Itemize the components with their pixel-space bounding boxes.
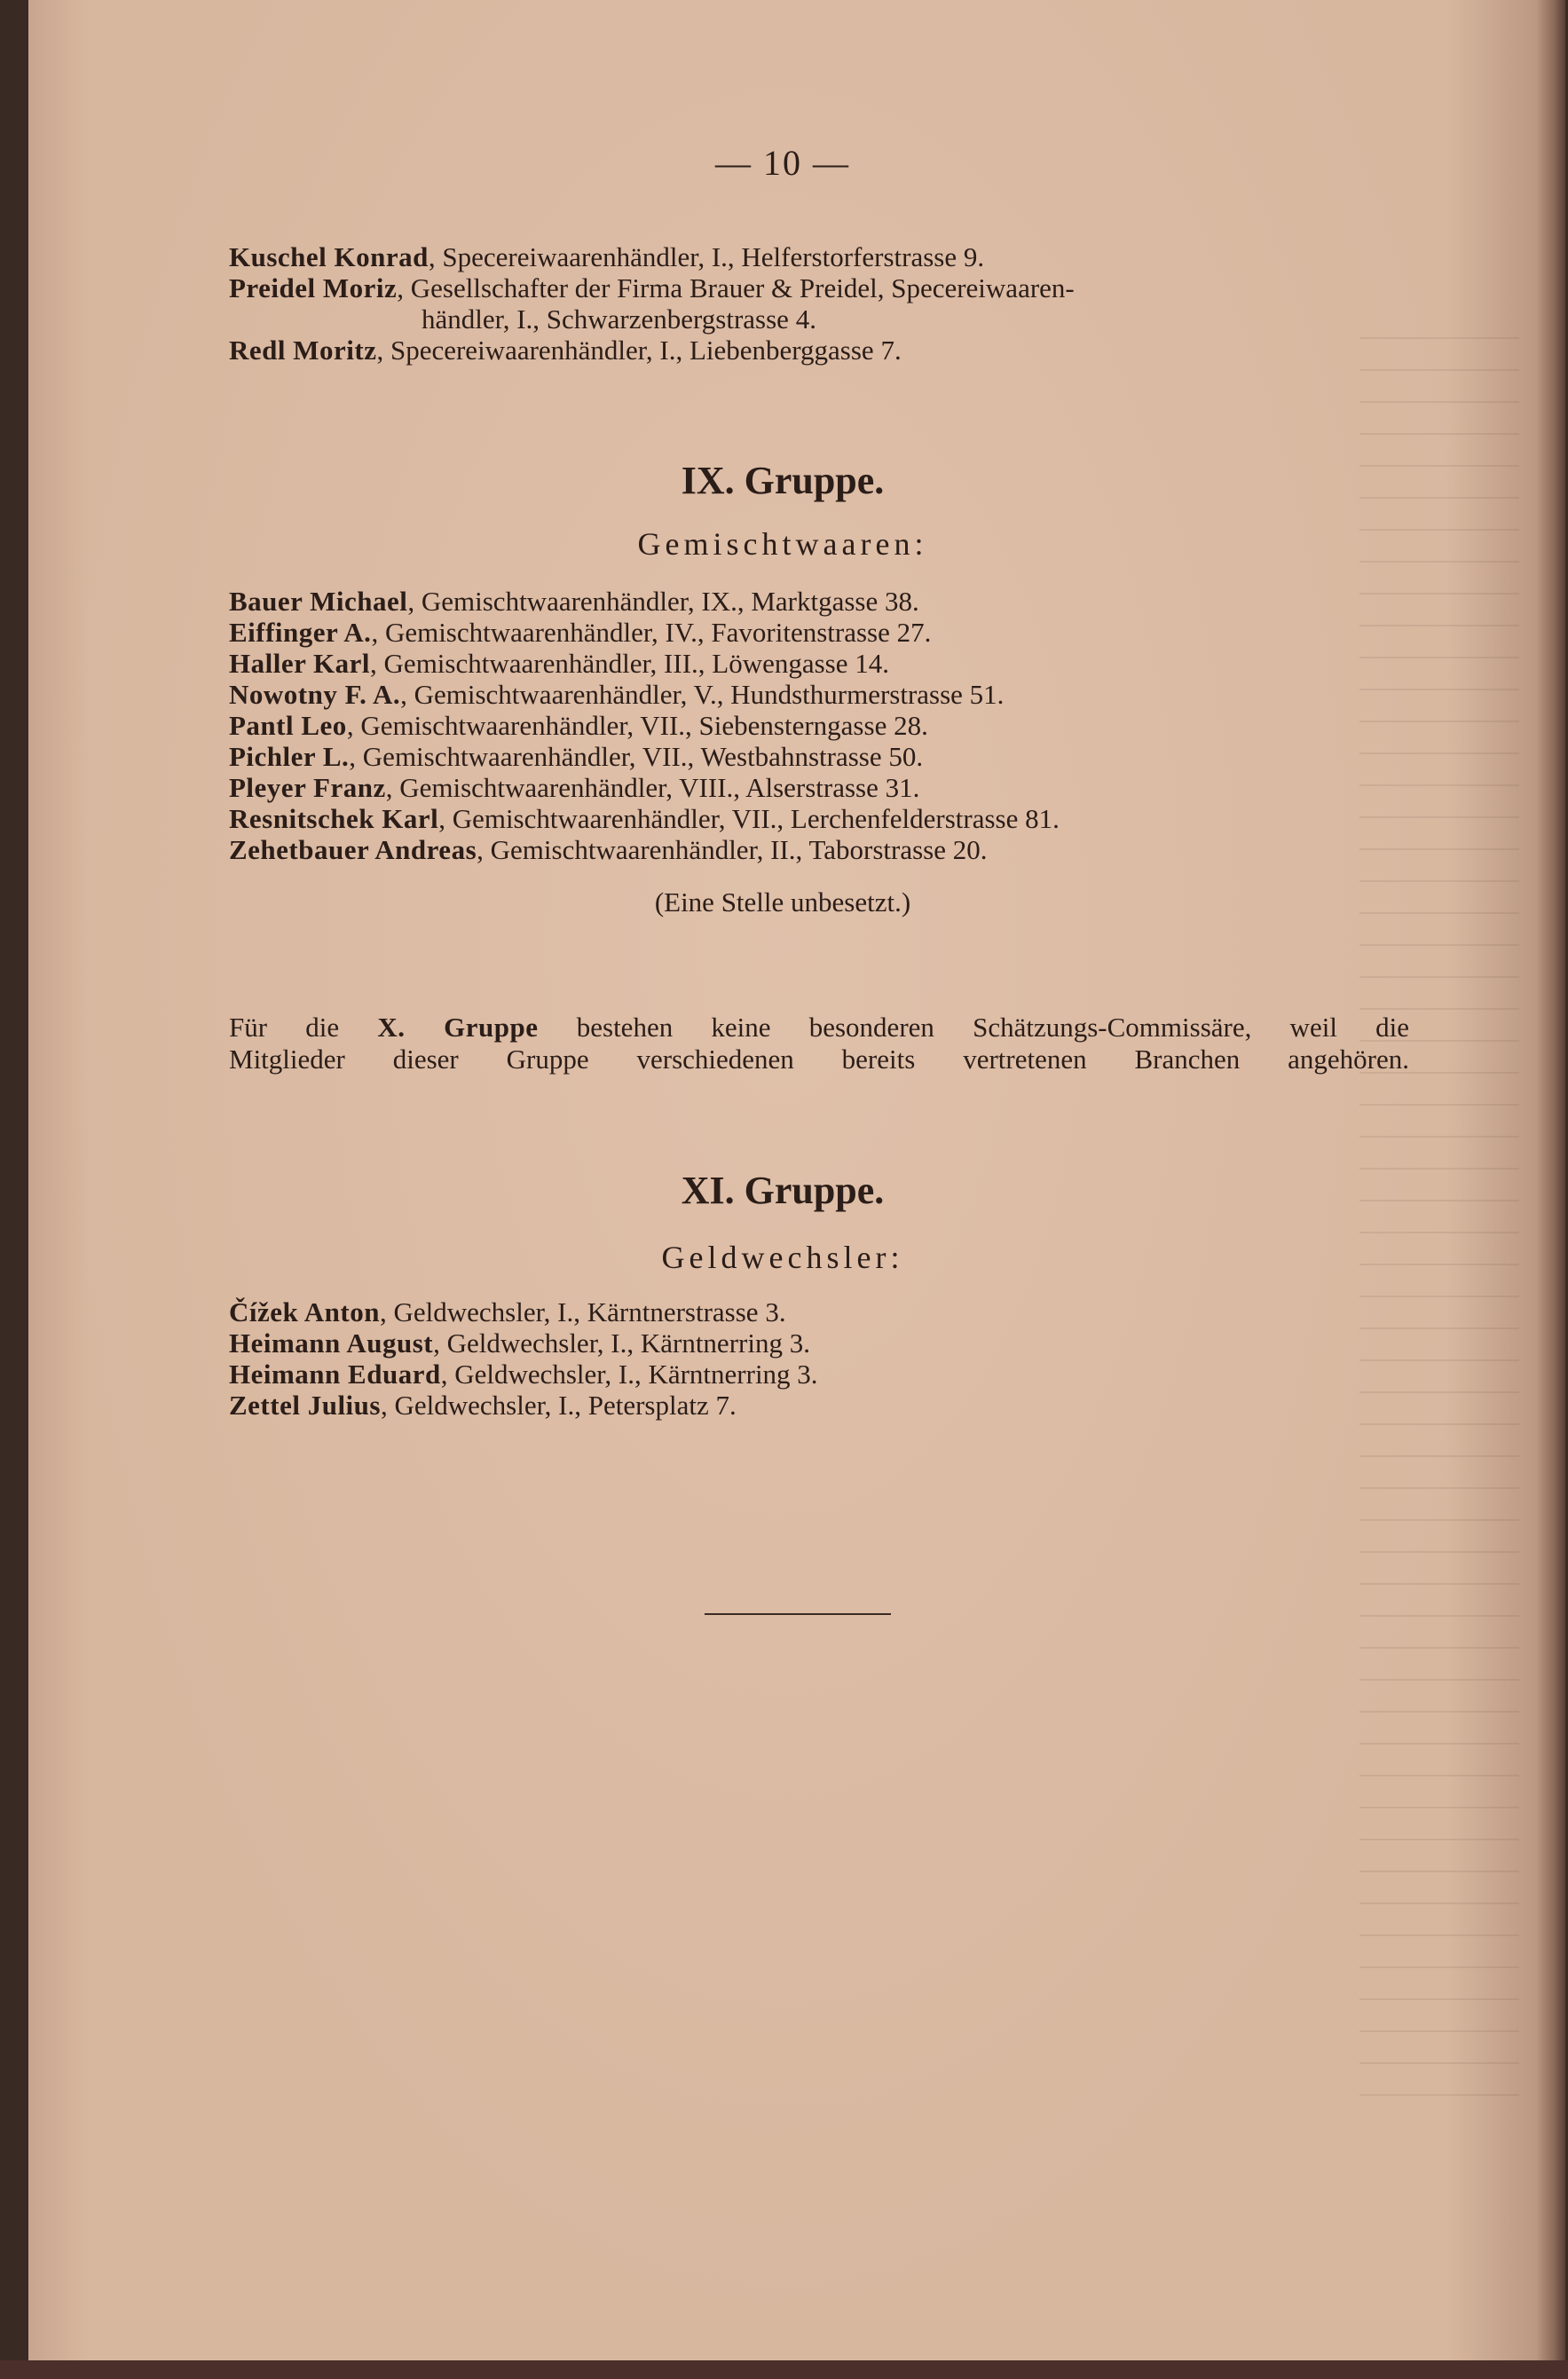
paragraph-text: bestehen keine besonderen Schätzungs-Commissäre, weil die: [538, 1012, 1410, 1043]
list-item: [229, 1296, 1409, 1327]
entry-name: Preidel Moriz: [229, 272, 398, 303]
paragraph-line-2: Mitglieder dieser Gruppe verschiedenen bereits vertretenen Branchen angehören.: [229, 1044, 1409, 1075]
entry-name: Čížek Anton: [229, 1296, 380, 1327]
list-item: [229, 679, 1409, 710]
entry-details: , Geldwechsler, I., Kärntnerstrasse 3.: [380, 1296, 786, 1327]
vacancy-note: (Eine Stelle unbesetzt.): [654, 886, 911, 918]
entry-name: Pantl Leo: [229, 710, 347, 741]
entry-name: Resnitschek Karl: [229, 803, 439, 834]
intro-entry-list: [229, 241, 1409, 366]
entry-details: , Gemischtwaarenhändler, V., Hundsthurmerstrasse 51.: [400, 679, 1005, 710]
group-xi-entry-list: [229, 1296, 1409, 1421]
entry-details: , Geldwechsler, I., Kärntnerring 3.: [440, 1359, 818, 1390]
entry-name: Pichler L.: [229, 741, 350, 772]
list-item: [229, 617, 1409, 648]
entry-details: , Specereiwaarenhändler, I., Helferstorferstrasse 9.: [428, 241, 985, 272]
list-item: [229, 1327, 1409, 1359]
entry-details: , Geldwechsler, I., Petersplatz 7.: [380, 1390, 737, 1421]
entry-details: , Gemischtwaarenhändler, VII., Siebensterngasse 28.: [346, 710, 928, 741]
entry-name: Bauer Michael: [229, 586, 408, 617]
entry-name: Redl Moritz: [229, 335, 377, 366]
group-xi-title: XI. Gruppe.: [681, 1169, 885, 1212]
group-x-paragraph: [229, 1012, 1409, 1075]
entry-details: , Specereiwaarenhändler, I., Liebenberggasse 7.: [376, 335, 902, 366]
list-item: [229, 710, 1409, 741]
entry-details: , Gemischtwaarenhändler, VII., Lerchenfelderstrasse 81.: [438, 803, 1060, 834]
entry-details: , Geldwechsler, I., Kärntnerring 3.: [433, 1327, 810, 1359]
paragraph-text: Für die: [229, 1012, 378, 1043]
list-item: [229, 335, 1409, 366]
entry-details: , Gemischtwaarenhändler, II., Taborstrasse 20.: [477, 834, 988, 865]
document-page: [28, 0, 1537, 2360]
list-item: [229, 241, 1409, 272]
entry-details: , Gemischtwaarenhändler, IX., Marktgasse 38.: [407, 586, 919, 617]
entry-name: Kuschel Konrad: [229, 241, 429, 272]
entry-name: Heimann Eduard: [229, 1359, 441, 1390]
closing-rule: [705, 1613, 891, 1615]
list-item: [229, 272, 1409, 303]
entry-name: Heimann August: [229, 1327, 434, 1359]
book-spine-edge: [1537, 0, 1565, 2360]
group-ix-entry-list: [229, 586, 1409, 865]
list-item: [229, 1359, 1409, 1390]
entry-details: , Gemischtwaarenhändler, VIII., Alserstrasse 31.: [385, 772, 920, 803]
entry-name: Zehetbauer Andreas: [229, 834, 477, 865]
book-bottom-edge: [0, 2360, 1568, 2379]
list-item: [229, 834, 1409, 865]
group-xi-subtitle: Geldwechsler:: [661, 1240, 904, 1275]
page-number: — 10 —: [715, 143, 850, 183]
list-item: [229, 803, 1409, 834]
entry-details: , Gemischtwaarenhändler, IV., Favoritenstrasse 27.: [371, 617, 932, 648]
group-ix-subtitle: Gemischtwaaren:: [637, 526, 928, 562]
entry-details: , Gemischtwaarenhändler, III., Löwengasse 14.: [370, 648, 890, 679]
entry-name: Eiffinger A.: [229, 617, 372, 648]
entry-details: , Gemischtwaarenhändler, VII., Westbahnstrasse 50.: [349, 741, 924, 772]
entry-name: Zettel Julius: [229, 1390, 381, 1421]
entry-name: Pleyer Franz: [229, 772, 386, 803]
list-item: [229, 648, 1409, 679]
list-item: [229, 1390, 1409, 1421]
entry-name: Haller Karl: [229, 648, 371, 679]
entry-name: Nowotny F. A.: [229, 679, 401, 710]
list-item: [229, 586, 1409, 617]
entry-details: , Gesellschafter der Firma Brauer & Preidel, Specereiwaaren-: [397, 272, 1075, 303]
group-x-label: X. Gruppe: [377, 1012, 539, 1043]
paragraph-line-1: [229, 1012, 1409, 1044]
list-item: [229, 741, 1409, 772]
list-item-continuation: händler, I., Schwarzenbergstrasse 4.: [422, 303, 816, 335]
group-ix-title: IX. Gruppe.: [681, 459, 885, 502]
list-item: [229, 772, 1409, 803]
